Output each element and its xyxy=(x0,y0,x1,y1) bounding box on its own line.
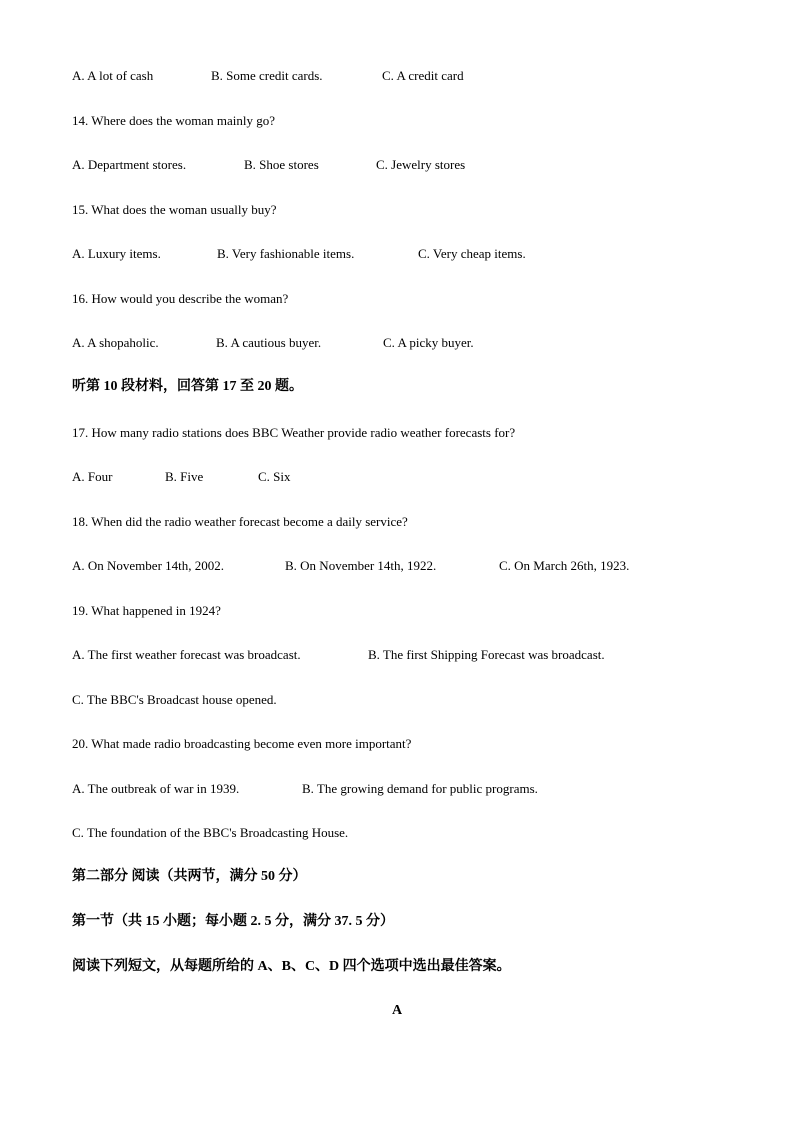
q15-option-a: A. Luxury items. xyxy=(72,246,161,261)
part2-heading: 第二部分 阅读（共两节，满分 50 分） xyxy=(72,869,307,884)
section1-heading: 第一节（共 15 小题；每小题 2. 5 分，满分 37. 5 分） xyxy=(72,914,394,929)
q17-option-c: C. Six xyxy=(258,469,291,484)
q18-option-c: C. On March 26th, 1923. xyxy=(499,558,630,573)
q13-option-a: A. A lot of cash xyxy=(72,68,154,83)
q15-question: 15. What does the woman usually buy? xyxy=(72,202,277,217)
reading-instruction: 阅读下列短文，从每题所给的 A、B、C、D 四个选项中选出最佳答案。 xyxy=(72,959,511,974)
q20-option-a: A. The outbreak of war in 1939. xyxy=(72,781,240,796)
q14-option-a: A. Department stores. xyxy=(72,157,187,172)
q14-option-b: B. Shoe stores xyxy=(244,157,319,172)
q14-question: 14. Where does the woman mainly go? xyxy=(72,113,276,128)
q19-option-b: B. The first Shipping Forecast was broadcast. xyxy=(368,647,605,662)
q16-option-c: C. A picky buyer. xyxy=(383,335,474,350)
q14-option-c: C. Jewelry stores xyxy=(376,157,466,172)
q17-question: 17. How many radio stations does BBC Weather provide radio weather forecasts for? xyxy=(72,425,516,440)
q16-option-b: B. A cautious buyer. xyxy=(216,335,322,350)
q19-option-a: A. The first weather forecast was broadcast. xyxy=(72,647,301,662)
q19-option-c: C. The BBC's Broadcast house opened. xyxy=(72,692,277,707)
q16-question: 16. How would you describe the woman? xyxy=(72,291,289,306)
q15-option-c: C. Very cheap items. xyxy=(418,246,526,261)
q20-question: 20. What made radio broadcasting become even more important? xyxy=(72,736,412,751)
q19-question: 19. What happened in 1924? xyxy=(72,603,221,618)
q15-option-b: B. Very fashionable items. xyxy=(217,246,355,261)
q18-option-a: A. On November 14th, 2002. xyxy=(72,558,225,573)
q20-option-b: B. The growing demand for public programs. xyxy=(302,781,538,796)
q13-option-b: B. Some credit cards. xyxy=(211,68,323,83)
q17-option-b: B. Five xyxy=(165,469,204,484)
section10-heading: 听第 10 段材料，回答第 17 至 20 题。 xyxy=(72,379,303,394)
q18-option-b: B. On November 14th, 1922. xyxy=(285,558,437,573)
q20-option-c: C. The foundation of the BBC's Broadcasting House. xyxy=(72,825,349,840)
q16-option-a: A. A shopaholic. xyxy=(72,335,159,350)
q13-option-c: C. A credit card xyxy=(382,68,464,83)
q17-option-a: A. Four xyxy=(72,469,113,484)
passage-label: A xyxy=(391,1003,403,1018)
q18-question: 18. When did the radio weather forecast become a daily service? xyxy=(72,514,408,529)
